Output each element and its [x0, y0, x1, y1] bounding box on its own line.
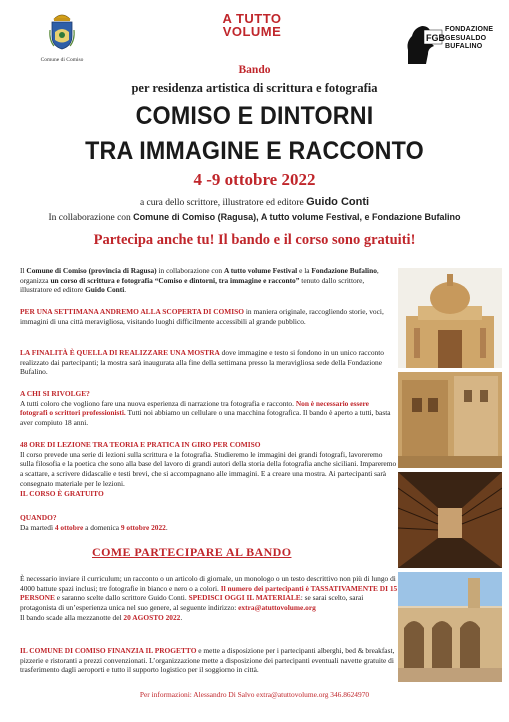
intro-paragraph: Il Comune di Comiso (provincia di Ragusa) in collaborazione con A tutto volume Festival e la Fondazione Bufalino, organizza un corso di scrittura e fotografia “Comiso e dintorni, tra immagine e racconto” tenuto dallo scrittore, illustratore ed editore Guido Conti. — [20, 266, 379, 295]
church-photo — [398, 268, 502, 368]
event-dates: 4 -9 ottobre 2022 — [193, 170, 316, 189]
ore-heading: 48 ORE DI LEZIONE TRA TEORIA E PRATICA IN GIRO PER COMISO — [20, 440, 261, 449]
fgb-name-line1: FONDAZIONE — [445, 26, 494, 33]
chi-paragraph: A CHI SI RIVOLGE? A tutti coloro che vogliono fare una nuova esperienza di narrazione tra fotografia e racconto. Non è necessario essere fotografi o scrittori professionisti. Tutti noi abbiamo un cellulare o una macchina fotografica. Il bando è aperto a tutti, basta aver compiuto 18 anni. — [20, 389, 398, 428]
fgb-name-line3: BUFALINO — [445, 43, 483, 50]
fgb-silhouette-icon — [400, 20, 444, 66]
fgb-name — [445, 26, 493, 52]
collab-names: Comune di Comiso (Ragusa), A tutto volume Festival, e Fondazione Bufalino — [133, 212, 461, 222]
curator-name: Guido Conti — [306, 196, 370, 208]
comiso-crest-icon — [48, 10, 76, 50]
come-partecipare-heading: COME PARTECIPARE AL BANDO — [92, 545, 292, 559]
photos-column — [398, 268, 502, 722]
collaboration-line — [0, 212, 509, 223]
quando-heading: QUANDO? — [20, 513, 57, 522]
corso-gratuito: IL CORSO È GRATUITO — [20, 488, 104, 498]
residenza-subtitle: per residenza artistica di scrittura e fotografia — [131, 81, 378, 95]
quando-paragraph: QUANDO? Da martedì 4 ottobre a domenica 9 ottobre 2022. — [20, 513, 398, 532]
courtyard-photo — [398, 372, 502, 468]
page-title-line1: COMISO E DINTORNI — [135, 102, 374, 130]
info-footer: Per informazioni: Alessandro Di Salvo extra@atuttovolume.org 346.8624970 — [139, 690, 370, 699]
come-paragraph: È necessario inviare il curriculum; un racconto o un articolo di giornale, un monologo o un testo descrittivo non più di lungo di 4000 battute spazi inclusi; tre fotografie in bianco e nero o a colori. Il numero dei partecipanti è TASSATIVAMENTE DI 15 PERSONE e saranno scelte dallo scrittore Guido Conti. SPEDISCI OGGI IL MATERIALE: se sarai scelto, sarai protagonista di un’esperienza unica nel suo genere, al seguente indirizzo: extra@atuttovolume.org Il bando scade alla mezzanotte del 20 AGOSTO 2022. — [20, 574, 398, 622]
fgb-name-line2: GESUALDO — [445, 34, 487, 42]
atutto-logo-line1: A TUTTO — [222, 11, 282, 26]
settimana-paragraph: PER UNA SETTIMANA ANDREMO ALLA SCOPERTA DI COMISO in maniera originale, raccogliendo storie, voci, immagini di una città meravigliosa, visitando luoghi difficilmente accessibili al grande pubblico. — [20, 307, 384, 326]
bando-label: Bando — [238, 64, 271, 76]
collab-prefix: In collaborazione con — [48, 213, 134, 223]
atutto-volume-logo — [212, 12, 292, 38]
cloister-photo — [398, 572, 502, 682]
chi-heading: A CHI SI RIVOLGE? — [20, 389, 90, 398]
page-title-line2: TRA IMMAGINE E RACCONTO — [85, 137, 424, 165]
comune-logo — [22, 10, 102, 63]
finanzia-paragraph: IL COMUNE DI COMISO FINANZIA IL PROGETTO e mette a disposizione per i partecipanti alberghi, bed & breakfast, pizzerie e ristoranti a prezzi convenzionati. L’organizzazione mette a disposizione dei partecipanti eventuali navette gratuite di trasferimento dagli aeroporti e tutto il supporto logistico per il soggiorno in città. — [20, 646, 395, 675]
atutto-logo-line2: VOLUME — [222, 24, 282, 39]
fgb-logo — [400, 20, 500, 66]
fgb-initials: FGB — [426, 33, 445, 43]
comune-caption: Comune di Comiso — [40, 57, 84, 63]
library-photo — [398, 472, 502, 568]
ore-paragraph: 48 ORE DI LEZIONE TRA TEORIA E PRATICA IN GIRO PER COMISO Il corso prevede una serie di lezioni sulla scrittura e la fotografia. Studieremo le immagini dei grandi fotografi, lavoreremo sulla filosofia e la poetica che sono alla base del lavoro di grandi autori della storia della fotografia anche siciliani. Impareremo a scattare, a scrivere didascalie e testi brevi, che si accompagnano alle immagini. E a creare una mostra. Ai partecipanti sarà consegnato materiale per le lezioni. IL CORSO È GRATUITO — [20, 440, 397, 498]
contact-email[interactable]: extra@atuttovolume.org — [238, 603, 316, 613]
finalita-paragraph: LA FINALITÀ È QUELLA DI REALIZZARE UNA MOSTRA dove immagine e testo si fondono in un unico racconto realizzato dai partecipanti; la mostra sarà inaugurata alla fine della settimana presso la meravigliosa sede della Fondazione Bufalino. — [20, 348, 384, 377]
call-to-action: Partecipa anche tu! Il bando e il corso sono gratuiti! — [93, 232, 416, 248]
curator-line — [0, 196, 509, 208]
curator-prefix: a cura dello scrittore, illustratore ed editore — [139, 198, 307, 208]
